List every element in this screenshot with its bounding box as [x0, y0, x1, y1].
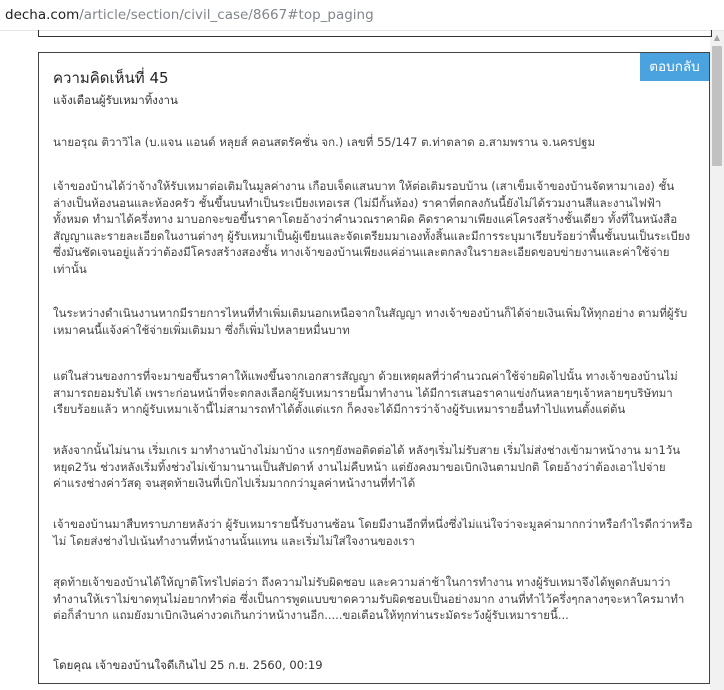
reply-button[interactable]: ตอบกลับ	[640, 53, 709, 81]
comment-subtitle: แจ้งเตือนผู้รับเหมาทิ้งงาน	[53, 93, 178, 107]
scroll-up-arrow-icon[interactable]: ▲	[713, 33, 721, 42]
url-host: decha.com	[5, 7, 80, 23]
comment-card	[38, 52, 710, 684]
url-text[interactable]	[5, 7, 374, 23]
comment-title: ความคิดเห็นที่ 45	[53, 69, 169, 87]
browser-address-bar[interactable]	[0, 0, 724, 31]
comment-paragraph-6: สุดท้ายเจ้าของบ้านได้ให้ญาติโทรไปต่อว่า ถึงความไม่รับผิดชอบ และความล่าช้าในการทำงาน ทางผู้รับเหมาจึงได้พูดกลับมาว่าทำงานให้เราไม่ขาดทุนไม่อยากทำต่อ ซึ่งเป็นการพูดแบบขาดความรับผิดชอบเป็นอย่างมาก งานที่ทำไว้ครึ่งๆกลางๆจะหาใครมาทำต่อก็ลำบาก แถมยังมาเบิกเงินค่างวดเกินกว่าหน้างานอีก.....ขอเตือนให้ทุกท่านระมัดระวังผู้รับเหมารายนี้...	[53, 575, 685, 622]
previous-comment-box	[38, 30, 712, 37]
comment-paragraph-2: ในระหว่างดำเนินงานหากมีรายการไหนที่ทำเพิ่มเติมนอกเหนือจากในสัญญา ทางเจ้าของบ้านก็ได้จ่ายเงินเพิ่มให้ทุกอย่าง ตามที่ผู้รับเหมาคนนี้แจ้งค่าใช้จ่ายเพิ่มเติมมา ซึ่งก็เพิ่มไปหลายหมื่นบาท	[53, 306, 688, 337]
comment-paragraph-5: เจ้าของบ้านมาสืบทราบภายหลังว่า ผู้รับเหมารายนี้รับงานซ้อน โดยมีงานอีกที่หนึ่งซึ่งไม่แน่ใจว่าจะมูลค่ามากกว่าหรือกำไรดีกว่าหรือไม่ โดยส่งช่างไปเน้นทำงานที่หน้างานนั้นแทน และเริ่มไม่ใส่ใจงานของเรา	[53, 517, 693, 548]
comment-paragraph-3: แต่ในส่วนของการที่จะมาขอขึ้นราคาให้แพงขึ้นจากเอกสารสัญญา ด้วยเหตุผลที่ว่าคำนวณค่าใช้จ่ายผิดไปนั้น ทางเจ้าของบ้านไม่สามารถยอมรับได้ เพราะก่อนหน้าที่จะตกลงเลือกผู้รับเหมารายนี้มาทำงาน ได้มีการเสนอราคาแข่งกันหลายๆเจ้าหลายๆบริษัทมาเรียบร้อยแล้ว หากผู้รับเหมาเจ้านี้ไม่สามารถทำได้ตั้งแต่แรก ก็คงจะได้มีการว่าจ้างผู้รับเหมารายอื่นทำไปแทนตั้งแต่ต้น	[53, 369, 678, 416]
comment-paragraph-4: หลังจากนั้นไม่นาน เริ่มเกเร มาทำงานบ้างไม่มาบ้าง แรกๆยังพอติดต่อได้ หลังๆเริ่มไม่รับสาย เริ่มไม่ส่งช่างเข้ามาหน้างาน มา1วัน หยุด2วัน ช่วงหลังเริ่มทิ้งช่วงไม่เข้ามานานเป็นสัปดาห์ งานไม่คืบหน้า แต่ยังคงมาขอเบิกเงินตามปกติ โดยอ้างว่าต้องเอาไปจ่ายค่าแรงช่างค่าวัสดุ จนสุดท้ายเงินที่เบิกไปเริ่มมากกว่ามูลค่าหน้างานที่ทำได้	[53, 443, 681, 490]
comment-paragraph-1: เจ้าของบ้านได้ว่าจ้างให้รับเหมาต่อเติมในมูลค่างาน เกือบเจ็ดแสนบาท ให้ต่อเติมรอบบ้าน (เสาเข็มเจ้าของบ้านจัดหามาเอง) ชั้นล่างเป็นห้องนอนและห้องครัว ชั้นขึ้นบนทำเป็นระเบียงเทอเรส (ไม่มีกั้นห้อง) ราคาที่ตกลงกันนี้ยังไม่ได้รวมงานสีและงานไฟฟ้าทั้งหมด ทำมาได้ครึ่งทาง มาบอกจะขอขึ้นราคาโดยอ้างว่าคำนวณราคาผิด คิดราคามาเพียงแค่โครงสร้างชั้นเดียว ทั้งที่ในหนังสือสัญญาและรายละเอียดในงานต่างๆ ผู้รับเหมาเป็นผู้เขียนและจัดเตรียมมาเองทั้งสิ้นและมีการระบุมาเรียบร้อยว่าพื้นชั้นบนเป็นระเบียง ซึ่งมันชัดเจนอยู่แล้วว่าต้องมีโครงสร้างสองชั้น ทางเจ้าของบ้านเพียงแค่อ่านและตกลงในรายละเอียดขอบข่ายงานและค่าใช้จ่ายเท่านั้น	[53, 179, 691, 276]
comment-paragraph-contractor-info: นายอรุณ ติวาวิไล (บ.แจน แอนด์ หลุยส์ คอนสตรัคชั่น จก.) เลขที่ 55/147 ต.ท่าตลาด อ.สามพราน จ.นครปฐม	[53, 135, 596, 149]
comment-author-footer: โดยคุณ เจ้าของบ้านใจดีเกินไป 25 ก.ย. 2560, 00:19	[53, 658, 323, 672]
url-path: /article/section/civil_case/8667#top_paging	[79, 7, 374, 23]
scrollbar-thumb[interactable]	[712, 46, 722, 166]
